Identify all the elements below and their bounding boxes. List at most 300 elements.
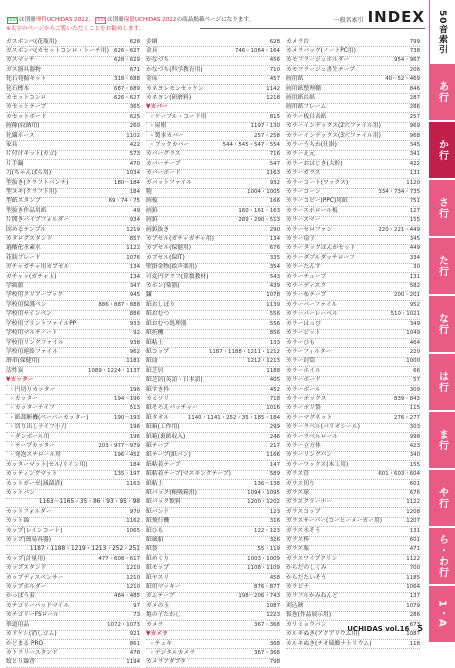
index-entry bbox=[146, 283, 280, 292]
entry-name: カラー封筒 bbox=[286, 358, 315, 365]
entry-name: カットガーゼ(減菌済) bbox=[6, 480, 63, 487]
entry-page: 334 bbox=[409, 254, 420, 261]
entry-page: 1162 bbox=[126, 518, 140, 525]
entry-name: カラー布テープ bbox=[286, 292, 327, 299]
entry-name: カラーインデックス(3穴ファイル用) bbox=[286, 132, 381, 139]
entry-page: 798 bbox=[269, 659, 280, 666]
entry-page: 286 bbox=[409, 104, 420, 111]
entry-page: 857 bbox=[129, 236, 140, 243]
entry-page: 367・368 bbox=[254, 621, 280, 628]
entry-page: 1078 bbox=[266, 292, 280, 299]
entry-page: 194〜196 bbox=[114, 395, 140, 402]
entry-name: ・チェキ bbox=[149, 640, 173, 647]
entry-page: 1187・1188・1211・1212 bbox=[208, 348, 280, 355]
entry-name: 紙おむつ処理器 bbox=[146, 320, 187, 327]
entry-name: 刈込鋏 bbox=[286, 602, 304, 609]
entry-name: ガチャッ(ガチャ玉) bbox=[6, 273, 57, 280]
entry-page: 452 bbox=[269, 386, 280, 393]
entry-page: 676 bbox=[409, 490, 420, 496]
entry-page: 196 bbox=[129, 424, 140, 431]
entry-page: 751 bbox=[409, 198, 420, 205]
entry-name: カミソリ bbox=[146, 395, 170, 402]
entry-page: 513 bbox=[129, 405, 140, 412]
entry-page: 687・689 bbox=[114, 85, 140, 92]
bold-page-note: ※太字のページからご覧いただくことをお勧めします。 bbox=[6, 26, 145, 32]
entry-page: 1079 bbox=[406, 602, 420, 609]
tab-a[interactable]: あ行 bbox=[429, 64, 455, 122]
entry-page: 439 bbox=[269, 283, 280, 290]
entry-name: 画板 bbox=[146, 198, 158, 205]
entry-name: カバーボード bbox=[146, 170, 181, 177]
entry-page: 1200・1202 bbox=[247, 499, 280, 506]
entry-name: 型抜き(クラフトパンチ) bbox=[6, 179, 69, 186]
entry-name: 鎌 bbox=[146, 292, 152, 299]
entry-page: 184 bbox=[129, 189, 140, 195]
entry-name: カッティングマット bbox=[6, 471, 58, 478]
index-entry bbox=[146, 66, 280, 75]
entry-page: 57 bbox=[413, 377, 420, 384]
entry-name: 紙おしぼり bbox=[146, 301, 175, 308]
tab-sa[interactable]: さ行 bbox=[429, 180, 455, 238]
entry-name: 1187・1188・1219・1213・252・251 bbox=[29, 546, 140, 553]
entry-name: カラーボール bbox=[286, 386, 321, 393]
entry-name: カネヨレモンセッケン bbox=[146, 85, 204, 92]
entry-name: ガラス球 bbox=[286, 490, 310, 496]
entry-name: 型ヌキ(クラフト用) bbox=[6, 189, 57, 195]
entry-page: 198〜206・743 bbox=[238, 593, 280, 600]
kana-tab-bar bbox=[429, 0, 455, 644]
entry-page: 1087 bbox=[406, 631, 420, 638]
entry-name: 紙箱(裏紙収入) bbox=[146, 433, 186, 440]
entry-page: 932 bbox=[269, 179, 280, 186]
entry-page: 968 bbox=[409, 132, 420, 139]
entry-name: 紙袋 bbox=[146, 546, 158, 553]
entry-name: カプセル(ガチャガチャ用) bbox=[146, 236, 214, 243]
entry-page: 1208 bbox=[406, 508, 420, 515]
entry-name: ガラスサーバー(コーヒーメーカー用) bbox=[286, 518, 383, 525]
entry-page: 341 bbox=[409, 151, 420, 158]
entry-name: カラフルかみねんど bbox=[286, 593, 338, 600]
entry-name: カラースマー bbox=[286, 217, 321, 224]
entry-name: 花瓶ブレード bbox=[6, 254, 41, 261]
entry-name: 紙箱(工作用) bbox=[146, 424, 180, 431]
entry-page: 220 bbox=[409, 348, 420, 355]
entry-name: 過酸化水素水 bbox=[6, 245, 41, 252]
entry-name: カラーリングパン bbox=[286, 452, 332, 459]
entry-name: カセットテープ bbox=[6, 104, 47, 111]
entry-page: 449 bbox=[409, 245, 420, 252]
entry-name: ▼カメラ bbox=[146, 631, 168, 638]
entry-name: かっぽう着 bbox=[6, 593, 35, 600]
entry-name: カラーホイル bbox=[286, 367, 321, 374]
entry-name: 亀の子たわし bbox=[146, 612, 181, 619]
entry-name: ・カッターナイフ bbox=[9, 405, 55, 412]
entry-name: 画像(収納用) bbox=[6, 123, 40, 130]
entry-name: カラーコーン bbox=[286, 189, 321, 195]
entry-name: 学校用ブリントファイルPP bbox=[6, 320, 77, 327]
footer-brand: UCHIDAS vol.16 bbox=[347, 625, 410, 633]
entry-page: 626・627 bbox=[114, 94, 140, 101]
entry-page: 405 bbox=[269, 377, 280, 384]
entry-page: 423 bbox=[409, 442, 420, 449]
entry-name: ガメの玉 bbox=[146, 602, 170, 609]
entry-page: 289・290・513 bbox=[238, 217, 280, 224]
tab-ha[interactable]: は行 bbox=[429, 354, 455, 412]
entry-name: 画用紙フレーム bbox=[286, 104, 327, 111]
entry-page: 470 bbox=[129, 160, 140, 167]
entry-name: 家具 bbox=[6, 141, 18, 148]
entry-page: 945 bbox=[129, 292, 140, 299]
entry-name: カバーテープ bbox=[146, 160, 181, 167]
entry-name: カトラリースタンド bbox=[6, 649, 58, 656]
entry-name: カメラ bbox=[146, 621, 164, 628]
entry-name: 可変円グラフ(算数教材) bbox=[146, 273, 209, 280]
entry-page: 92 bbox=[133, 330, 140, 337]
entry-name: 華道用品 bbox=[6, 621, 30, 628]
entry-page: 135・197 bbox=[114, 471, 140, 478]
tab-ra-wa[interactable]: ら・わ行 bbox=[429, 528, 455, 586]
entry-page: 846 bbox=[409, 85, 420, 92]
entry-page: 1102 bbox=[126, 132, 140, 139]
index-entry bbox=[6, 659, 140, 668]
entry-page: 839・843 bbox=[394, 395, 420, 402]
tab-number-alpha[interactable]: 1・A bbox=[429, 586, 455, 644]
entry-page: 998 bbox=[409, 433, 420, 440]
entry-page: 345 bbox=[409, 236, 420, 243]
entry-name: 画用紙 bbox=[286, 76, 304, 83]
entry-page: 954・967 bbox=[394, 57, 420, 64]
entry-page: 134 bbox=[269, 236, 280, 243]
entry-page: 876・877 bbox=[254, 584, 280, 591]
entry-page: 260 bbox=[129, 123, 140, 130]
index-heading bbox=[334, 8, 425, 26]
entry-page: 137 bbox=[409, 593, 420, 600]
entry-name: 紙テープ bbox=[146, 442, 169, 449]
entry-name: カラーえ元 bbox=[286, 151, 315, 158]
entry-page: 970 bbox=[129, 508, 140, 515]
entry-name: 化石発掘キット bbox=[6, 76, 47, 83]
entry-name: 片手鍋 bbox=[6, 160, 24, 167]
entry-page: 196 bbox=[129, 433, 140, 440]
tab-na[interactable]: な行 bbox=[429, 296, 455, 354]
entry-name: ▼カバー bbox=[146, 104, 168, 111]
entry-page: 316 bbox=[269, 518, 280, 525]
entry-name: ・製本カバー bbox=[149, 132, 184, 139]
entry-name: 学校用保護ペン bbox=[6, 301, 47, 308]
index-entry bbox=[146, 320, 280, 329]
entry-name: 紙おむつ bbox=[146, 311, 170, 318]
entry-name: ・切り出しナイフ小刀 bbox=[9, 424, 67, 431]
entry-name: 画鋲 bbox=[146, 217, 158, 224]
entry-page: 246 bbox=[269, 433, 280, 440]
entry-name: カップ(計量用) bbox=[6, 555, 46, 562]
entry-page: 73 bbox=[133, 612, 140, 619]
tab-ta[interactable]: た行 bbox=[429, 238, 455, 296]
entry-name: 学校用連絡ファイル bbox=[6, 348, 59, 355]
entry-page: 131 bbox=[409, 527, 420, 534]
entry-page: 1087 bbox=[266, 602, 280, 609]
entry-name: カラーコート(ワックス) bbox=[286, 179, 349, 186]
entry-page: 196・452 bbox=[114, 452, 140, 459]
entry-page: 422 bbox=[129, 141, 140, 148]
entry-name: 蚊とり線香 bbox=[6, 659, 35, 666]
tab-ma[interactable]: ま行 bbox=[429, 412, 455, 470]
entry-page: 318・688 bbox=[114, 76, 140, 83]
entry-name: かなづち bbox=[146, 57, 170, 64]
entry-page: 134 bbox=[129, 273, 140, 280]
entry-page: 573 bbox=[129, 151, 140, 158]
entry-name: 化石標本 bbox=[6, 85, 30, 92]
entry-page: 1122 bbox=[126, 245, 140, 252]
entry-page: 1194 bbox=[126, 659, 140, 666]
entry-page: 626・627 bbox=[114, 47, 140, 54]
entry-page: 938 bbox=[129, 339, 140, 346]
entry-name: カラビナ bbox=[286, 584, 310, 591]
entry-name: カラー板目表紙 bbox=[286, 113, 327, 120]
entry-page: 287 bbox=[409, 94, 420, 101]
entry-name: カラーダブルダッチローフ bbox=[286, 254, 355, 261]
entry-page: 1003・1009 bbox=[247, 555, 280, 562]
entry-page: 543 bbox=[269, 273, 280, 280]
entry-name: 紙粘土 bbox=[146, 480, 164, 487]
entry-name: カルキぬき(アクアリウム用) bbox=[286, 631, 360, 638]
entry-page: 1181 bbox=[126, 358, 140, 365]
entry-page: 30 bbox=[413, 264, 420, 271]
index-entry bbox=[6, 273, 140, 282]
index-entry bbox=[286, 593, 420, 602]
entry-page: 921 bbox=[129, 631, 140, 638]
entry-name: からだのしくみ bbox=[286, 565, 327, 572]
entry-page: 700 bbox=[409, 565, 420, 572]
entry-page: 738 bbox=[409, 47, 420, 54]
entry-page: 349 bbox=[409, 320, 420, 327]
entry-name: ガスマッチ bbox=[6, 57, 35, 64]
entry-name: ガラスコップ bbox=[286, 508, 321, 515]
entry-page: 1185 bbox=[406, 574, 420, 581]
entry-name: カラーポックス bbox=[286, 395, 327, 402]
entry-name: カネヨン(研磨料) bbox=[146, 94, 192, 101]
entry-name: カッターマット(セル/リイン用) bbox=[6, 461, 88, 468]
entry-page: 367・368 bbox=[254, 649, 280, 656]
entry-page: 676 bbox=[269, 245, 280, 252]
entry-name: 画鋲 bbox=[146, 207, 158, 214]
entry-page: 347 bbox=[129, 283, 140, 290]
entry-page: 556 bbox=[269, 311, 280, 318]
entry-page: 1065 bbox=[126, 527, 140, 534]
entry-page: 886 bbox=[129, 311, 140, 318]
entry-name: カラースポロール板 bbox=[286, 207, 338, 214]
entry-name: ガラス切り bbox=[286, 480, 315, 487]
entry-name: ・テープカッター bbox=[9, 442, 55, 449]
entry-page: 1223 bbox=[266, 612, 280, 619]
entry-page: 123 bbox=[269, 508, 280, 515]
entry-page: 1142 bbox=[266, 85, 280, 92]
entry-name: 金網 bbox=[146, 38, 158, 45]
index-column-1 bbox=[6, 38, 140, 668]
entry-name: カラーディスク bbox=[286, 283, 327, 290]
entry-name: ・ケーブル・コード用 bbox=[149, 113, 207, 120]
entry-name: 学校用リングファイル bbox=[6, 339, 64, 346]
entry-page: 1034 bbox=[126, 170, 140, 177]
index-entry bbox=[146, 358, 280, 367]
entry-name: ガラス瓶 bbox=[286, 546, 310, 553]
entry-page: 464 bbox=[409, 339, 420, 346]
entry-name: 仮巻(作品展示用) bbox=[286, 612, 332, 619]
entry-name: ガラスワイプクリン bbox=[286, 555, 338, 562]
entry-page: 299 bbox=[269, 424, 280, 431]
entry-page: 127 bbox=[409, 207, 420, 214]
legend-note: 000 は別冊理科UCHIDAS 2022、 000 は別冊保健UCHIDAS 2022の商品掲載ページになります。 bbox=[8, 17, 255, 23]
entry-name: 画用紙整理棚 bbox=[286, 85, 321, 92]
entry-name: 滑車(保健用) bbox=[6, 358, 40, 365]
entry-page: 477・608・617 bbox=[98, 555, 140, 562]
entry-name: カリミョウバン bbox=[286, 621, 327, 628]
entry-name: カメラアダプタ bbox=[146, 659, 186, 666]
entry-name: カラータックはんがセット bbox=[286, 245, 356, 252]
entry-name: カタログスタンド bbox=[6, 236, 53, 243]
entry-page: 1163 bbox=[126, 480, 140, 487]
entry-page: 1064 bbox=[406, 584, 420, 591]
entry-name: 紙ヤスリ bbox=[146, 574, 170, 581]
entry-page: 886・887・888 bbox=[98, 301, 140, 308]
entry-name: カップ(レインコート) bbox=[6, 527, 63, 534]
entry-page: 458 bbox=[269, 574, 280, 581]
entry-page: 155 bbox=[409, 461, 420, 468]
entry-name: ガラス水そう bbox=[286, 527, 321, 534]
index-entry bbox=[146, 330, 280, 339]
index-column-2 bbox=[146, 38, 280, 668]
entry-page: 286 bbox=[409, 612, 420, 619]
index-entry bbox=[146, 189, 280, 198]
entry-name: カラー扇子 bbox=[286, 236, 315, 243]
entry-name: 学校用クリアーブック bbox=[6, 292, 64, 299]
entry-page: 969 bbox=[409, 123, 420, 130]
entry-name: 化繊ホース bbox=[6, 132, 35, 139]
entry-name: カラーガラス bbox=[286, 170, 321, 177]
entry-page: 97 bbox=[133, 602, 140, 609]
entry-name: カテゴリーFSロール bbox=[6, 612, 59, 619]
entry-page: 718 bbox=[269, 395, 280, 402]
tab-ka[interactable]: か行 bbox=[429, 122, 455, 180]
entry-page: 934 bbox=[129, 217, 140, 224]
entry-page: 290 bbox=[269, 226, 280, 233]
entry-page: 952 bbox=[409, 301, 420, 308]
entry-name: 紙ひも bbox=[146, 527, 164, 534]
entry-page: 147 bbox=[269, 461, 280, 468]
entry-page: 55・119 bbox=[257, 546, 280, 553]
entry-name: ガラス棒 bbox=[286, 537, 310, 544]
entry-page: 1072・1073 bbox=[107, 621, 140, 628]
entry-page: 1163 bbox=[266, 170, 280, 177]
index-entry bbox=[6, 132, 140, 141]
entry-name: カットフォルダー bbox=[6, 508, 52, 515]
entry-name: カセットコンロ bbox=[6, 94, 47, 101]
entry-name: カラー立方体 bbox=[286, 442, 321, 449]
entry-page: 1049 bbox=[406, 330, 420, 337]
entry-name: 紙バンド bbox=[146, 508, 170, 515]
entry-name: 紙折機 bbox=[146, 330, 164, 337]
entry-page: 303 bbox=[409, 424, 420, 431]
entry-name: ・円切りカッター bbox=[9, 386, 56, 393]
entry-name: ・屋根 bbox=[149, 123, 167, 130]
entry-page: 354 bbox=[269, 264, 280, 271]
entry-name: 金具 bbox=[146, 47, 158, 54]
entry-page: 456 bbox=[269, 57, 280, 64]
entry-name: カラーボード bbox=[286, 377, 321, 384]
kana-index-label: 50音索引 bbox=[429, 0, 455, 64]
entry-name: 画用紙台紙 bbox=[286, 94, 315, 101]
entry-name: カドケシ(消しゴム) bbox=[6, 631, 57, 638]
entry-page: 1094・1095 bbox=[247, 490, 280, 496]
heading-rule bbox=[200, 28, 425, 29]
entry-page: 799 bbox=[409, 38, 420, 45]
entry-page: 160・161・163 bbox=[238, 207, 280, 214]
entry-page: 1166 bbox=[266, 452, 280, 459]
entry-page: 1000 bbox=[406, 358, 420, 365]
entry-page: 1016 bbox=[266, 405, 280, 412]
entry-name: ガスボンベ(カセットコンロ・トーチ用) bbox=[6, 47, 109, 54]
entry-name: 紙用マッキー bbox=[146, 584, 181, 591]
index-column-3 bbox=[286, 38, 420, 649]
entry-page: 309 bbox=[409, 386, 420, 393]
entry-page: 1122 bbox=[406, 555, 420, 562]
science-tag: 000 bbox=[8, 18, 17, 23]
index-subtitle: 一般名索引 bbox=[333, 17, 364, 24]
entry-name: カプセル(保健用) bbox=[146, 245, 192, 252]
entry-name: ガチャガチャ用カプセル bbox=[6, 264, 70, 271]
entry-name: 紙パック飲料 bbox=[146, 499, 181, 506]
entry-name: カラーセロファン bbox=[286, 226, 333, 233]
entry-name: 紙モップ bbox=[146, 565, 170, 572]
entry-name: ガスボンベ(花瓶用) bbox=[6, 38, 57, 45]
entry-page: 601 bbox=[409, 537, 420, 544]
entry-page: 471 bbox=[409, 546, 420, 553]
entry-name: カルキぬき(チオ硫酸ナトリウム) bbox=[286, 640, 372, 647]
entry-page: 1004・1005 bbox=[247, 189, 280, 195]
entry-page: 118 bbox=[409, 640, 420, 647]
entry-name: ・紙裁断機(ペーパーカッター) bbox=[9, 414, 89, 421]
entry-name: 片開きパイプフォルダー bbox=[6, 217, 70, 224]
entry-name: 紙すき枠 bbox=[146, 386, 170, 393]
entry-name: ガバットファイル bbox=[146, 179, 193, 186]
entry-page: 582 bbox=[409, 283, 420, 290]
entry-page: 1076 bbox=[126, 254, 140, 261]
index-title: INDEX bbox=[367, 8, 425, 26]
entry-name: ・ブックカバー bbox=[149, 141, 190, 148]
index-entry bbox=[6, 151, 140, 160]
entry-name: からだたいそう bbox=[286, 574, 327, 581]
tab-ya[interactable]: や行 bbox=[429, 470, 455, 528]
entry-page: 340 bbox=[409, 452, 420, 459]
entry-page: 1207 bbox=[406, 518, 420, 525]
entry-name: カラーバーファイル bbox=[286, 301, 338, 308]
entry-name: カラーフィルター bbox=[286, 348, 332, 355]
entry-page: 122・123 bbox=[254, 527, 280, 534]
entry-name: 学校用マルチノート bbox=[6, 330, 58, 337]
entry-page: 671 bbox=[129, 66, 140, 73]
entry-name: ガラスクリーナー bbox=[286, 499, 333, 506]
entry-page: 556 bbox=[269, 320, 280, 327]
entry-page: 200・201 bbox=[394, 292, 420, 299]
entry-name: かなづち(科学教育用) bbox=[146, 66, 203, 73]
entry-page: 1197・130 bbox=[250, 123, 280, 130]
entry-name: カプセル(保IT) bbox=[146, 254, 185, 261]
entry-name: 型紙スタンプ bbox=[6, 198, 41, 205]
entry-page: 628 bbox=[269, 38, 280, 45]
entry-page: 601・603・604 bbox=[378, 471, 420, 478]
entry-name: カモフラージュ書生テープ bbox=[286, 66, 356, 73]
entry-page: 746・1064・164 bbox=[234, 47, 280, 54]
